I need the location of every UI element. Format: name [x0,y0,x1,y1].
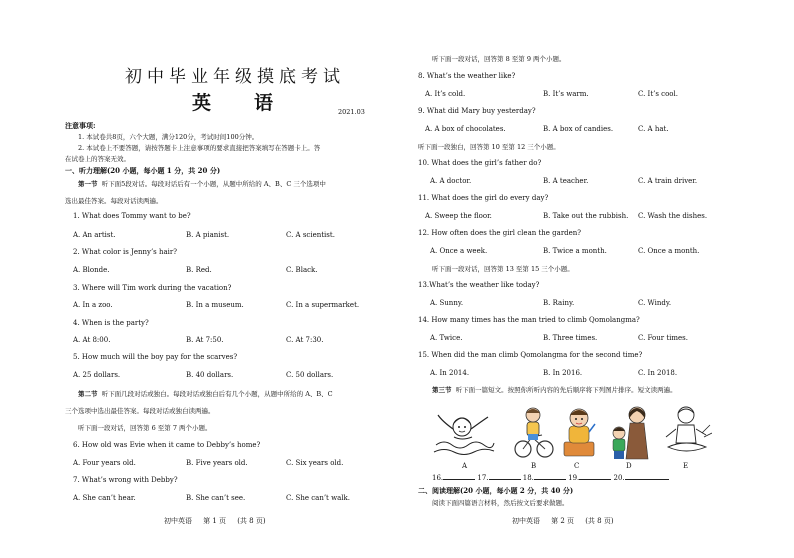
part-3-instruction [432,385,677,394]
page-1-footer [164,516,266,526]
section-2-title: 二、阅读理解(20 小题，每小题 2 分，共 40 分) [418,486,574,495]
option-b: B. Red. [186,266,212,274]
option-c: C. A scientist. [286,231,335,239]
notes-title: 注意事项: [65,121,96,130]
option-c: C. 50 dollars. [286,371,334,379]
question-text: 10. What does the girl’s father do? [418,159,542,167]
picture-d-woman-and-child [608,403,652,460]
option-c: C. In 2018. [638,369,678,377]
part-2-dialog-note: 听下面一段对话，回答第 6 至第 7 两个小题。 [78,424,212,432]
question-text: 14. How many times has the man tried to climb Qomolangma? [418,316,640,324]
blank-number: 16. [432,474,444,482]
option-b: B. A box of candies. [543,125,614,133]
blank-number: 20. [613,474,625,482]
part-2-instruction-b: 三个选项中选出最佳答案。每段对话或独白读两遍。 [65,407,215,415]
blank-number: 19. [568,474,580,482]
option-c: C. Windy. [638,299,672,307]
question-text: 4. When is the party? [73,319,149,327]
option-b: B. Three times. [543,334,598,342]
option-c: C. Black. [286,266,318,274]
option-b: B. Take out the rubbish. [543,212,629,220]
blank-19[interactable] [568,474,611,482]
picture-label-b: B [531,462,537,470]
option-a: A. Twice. [430,334,463,342]
footer-subject: 初中英语 [512,517,540,525]
option-b: B. Twice a month. [543,247,607,255]
option-a: A. A box of chocolates. [425,125,506,133]
option-b: B. At 7:50. [186,336,224,344]
footer-total: (共 8 页) [585,517,614,525]
option-c: C. She can’t walk. [286,494,350,502]
picture-b-cycling-boy [514,404,554,460]
picture-label-a: A [462,462,468,470]
blank-number: 17. [477,474,489,482]
option-a: A. Blonde. [73,266,110,274]
picture-a-swimming-boy [432,405,496,460]
option-b: B. She can’t see. [186,494,246,502]
picture-c-painting-boy [560,404,598,460]
question-text: 6. How old was Evie when it came to Debby’s home? [73,441,261,449]
option-b: B. It’s warm. [543,90,589,98]
option-a: A. At 8:00. [73,336,111,344]
footer-page: 第 2 页 [551,517,575,525]
option-a: A. In a zoo. [73,301,113,309]
note-1: 1. 本试卷共8页，六个大题，满分120分，考试时间100分钟。 [78,133,259,141]
footer-page: 第 1 页 [203,517,227,525]
option-a: A. In 2014. [430,369,470,377]
blank-number: 18. [522,474,534,482]
footer-total: (共 8 页) [237,517,266,525]
question-text: 2. What color is Jenny’s hair? [73,248,178,256]
dialog-note-13-15: 听下面一段对话，回答第 13 至第 15 三个小题。 [432,265,574,273]
footer-subject: 初中英语 [164,517,192,525]
section-2-instruction: 阅读下面四篇语言材料，然后按文后要求做题。 [432,499,569,507]
part-1-instruction-a: 听下面5段对话。每段对话后有一个小题，从题中所给的 A、B、C 三个选项中 [101,180,326,188]
option-c: C. Four times. [638,334,688,342]
question-text: 7. What’s wrong with Debby? [73,476,178,484]
blank-16[interactable] [432,474,475,482]
part-2-instruction [78,389,333,398]
option-a: A. She can’t hear. [73,494,136,502]
subject-title: 英 语 [192,92,286,114]
option-c: C. Wash the dishes. [638,212,708,220]
question-text: 15. When did the man climb Qomolangma for the second time? [418,351,643,359]
option-b: B. In 2016. [543,369,583,377]
option-c: C. Six years old. [286,459,344,467]
part-2-instruction-a: 听下面几段对话或独白。每段对话或独白后有几个小题，从题中所给的 A、B、C [101,390,333,398]
option-c: C. At 7:30. [286,336,324,344]
monologue-note-10-12: 听下面一段独白，回答第 10 至第 12 三个小题。 [418,143,560,151]
picture-e-sketch-figure [662,403,712,460]
option-c: C. It’s cool. [638,90,678,98]
option-b: B. In a museum. [186,301,244,309]
answer-blanks [432,474,669,482]
option-b: B. Five years old. [186,459,248,467]
section-1-title: 一、听力理解(20 小题，每小题 1 分，共 20 分) [65,166,221,175]
exam-date: 2021.03 [338,108,365,116]
option-b: B. 40 dollars. [186,371,234,379]
part-1-title: 第一节 [78,180,98,188]
question-text: 9. What did Mary buy yesterday? [418,107,536,115]
question-text: 3. Where will Tim work during the vacation? [73,284,232,292]
option-b: B. A teacher. [543,177,589,185]
blank-17[interactable] [477,474,520,482]
question-text: 11. What does the girl do every day? [418,194,549,202]
note-2: 2. 本试卷上不要答题，请按答题卡上注意事项的要求直接把答案填写在答题卡上。答 [78,144,321,152]
picture-label-c: C [574,462,580,470]
part-3-instruction-text: 听下面一篇短文。按照你所听内容的先后顺序将下列图片排序。短文读两遍。 [455,386,677,394]
question-text: 13.What’s the weather like today? [418,281,540,289]
question-text: 12. How often does the girl clean the garden? [418,229,582,237]
option-c: C. A hat. [638,125,669,133]
exam-title: 初中毕业年级摸底考试 [125,67,345,87]
option-a: A. It’s cold. [425,90,466,98]
option-a: A. An artist. [73,231,116,239]
option-c: C. In a supermarket. [286,301,360,309]
option-a: A. 25 dollars. [73,371,121,379]
option-a: A. Once a week. [430,247,488,255]
page-2-footer [512,516,614,526]
picture-label-d: D [626,462,632,470]
option-b: B. Rainy. [543,299,575,307]
dialog-note-8-9: 听下面一段对话，回答第 8 至第 9 两个小题。 [432,55,566,63]
blank-18[interactable] [523,474,566,482]
picture-label-e: E [683,462,689,470]
option-a: A. A doctor. [430,177,472,185]
part-1-instruction [78,179,326,188]
note-3: 在试卷上的答案无效。 [65,155,130,163]
option-b: B. A pianist. [186,231,230,239]
part-3-title: 第三节 [432,386,452,394]
question-text: 1. What does Tommy want to be? [73,212,191,220]
question-text: 8. What’s the weather like? [418,72,516,80]
question-text: 5. How much will the boy pay for the scarves? [73,353,238,361]
option-c: C. Once a month. [638,247,700,255]
option-a: A. Four years old. [73,459,136,467]
option-a: A. Sweep the floor. [425,212,492,220]
part-2-title: 第二节 [78,390,98,398]
option-c: C. A train driver. [638,177,698,185]
part-1-instruction-b: 选出最佳答案。每段对话读两遍。 [65,197,163,205]
option-a: A. Sunny. [430,299,464,307]
blank-20[interactable] [614,474,669,482]
